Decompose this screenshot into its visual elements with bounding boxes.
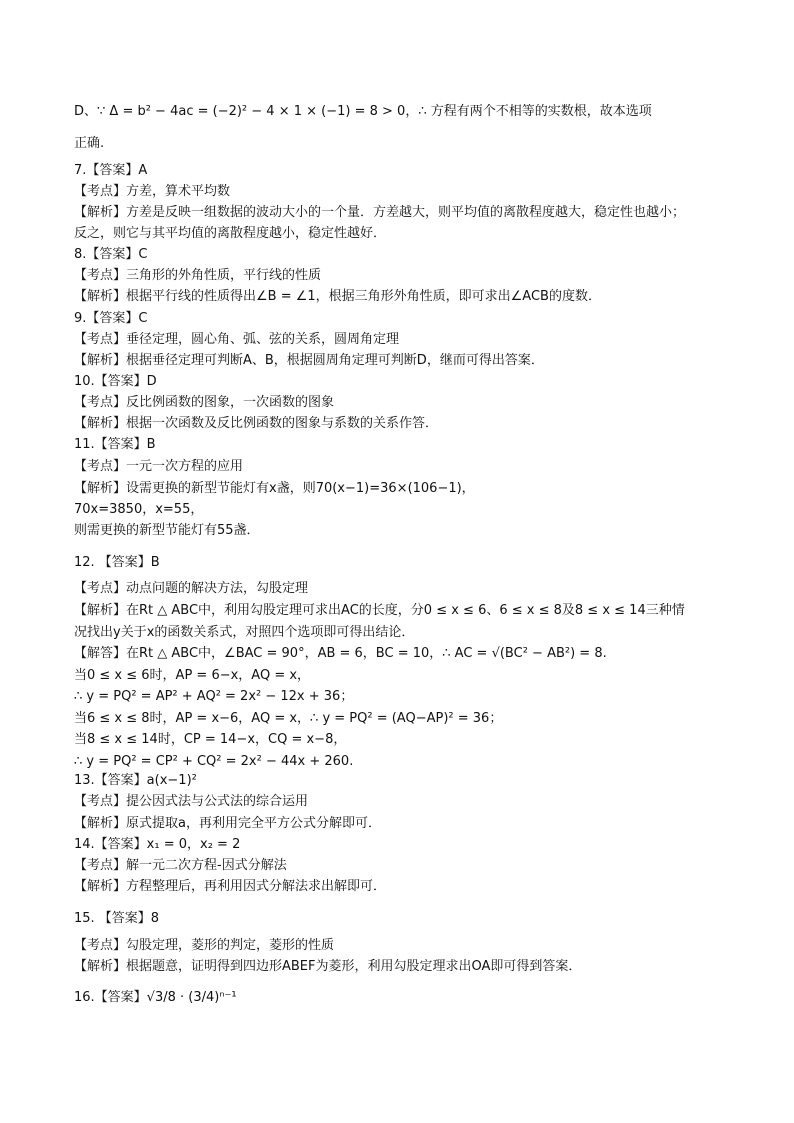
text-line: 【解析】根据题意，证明得到四边形ABEF为菱形，利用勾股定理求出OA即可得到答案． (74, 959, 582, 974)
text-line: 【解答】在Rt △ ABC中，∠BAC = 90°，AB = 6，BC = 10，∴ AC = √(BC² − AB²) = 8. (74, 646, 607, 661)
text-line: 70x=3850，x=55， (74, 502, 204, 517)
text-line: 【解析】在Rt △ ABC中，利用勾股定理可求出AC的长度，分0 ≤ x ≤ 6、6 ≤ x ≤ 8及8 ≤ x ≤ 14三种情 (74, 603, 685, 618)
text-line: ∴ y = PQ² = CP² + CQ² = 2x² − 44x + 260. (74, 754, 354, 769)
text-line: 【解析】根据一次函数及反比例函数的图象与系数的关系作答． (74, 416, 439, 431)
text-line: D、∵ Δ = b² − 4ac = (−2)² − 4 × 1 × (−1) = 8 > 0，∴ 方程有两个不相等的实数根，故本选项 (74, 104, 652, 119)
text-line: 【解析】根据垂径定理可判断A、B，根据圆周角定理可判断D，继而可得出答案． (74, 353, 544, 368)
text-line: 【考点】一元一次方程的应用 (74, 459, 244, 474)
text-line: 13.【答案】a(x−1)² (74, 773, 197, 788)
text-line: 反之，则它与其平均值的离散程度越小，稳定性越好． (74, 226, 387, 241)
text-line: 10.【答案】D (74, 374, 157, 389)
text-line: 当8 ≤ x ≤ 14时，CP = 14−x，CQ = x−8， (74, 732, 347, 747)
text-line: 【解析】根据平行线的性质得出∠B = ∠1，根据三角形外角性质，即可求出∠ACB的度数． (74, 289, 601, 304)
text-line: ∴ y = PQ² = AP² + AQ² = 2x² − 12x + 36； (74, 689, 354, 704)
text-line: 正确. (74, 136, 105, 151)
text-line: 则需更换的新型节能灯有55盏． (74, 523, 260, 538)
text-line: 【考点】垂径定理，圆心角、弧、弦的关系，圆周角定理 (74, 332, 400, 347)
text-line: 9.【答案】C (74, 311, 148, 326)
text-line: 【考点】三角形的外角性质，平行线的性质 (74, 268, 322, 283)
text-line: 14.【答案】x₁ = 0，x₂ = 2 (74, 837, 241, 852)
text-line: 【考点】动点问题的解决方法，勾股定理 (74, 581, 309, 596)
text-line: 当0 ≤ x ≤ 6时，AP = 6−x，AQ = x， (74, 668, 311, 683)
text-line: 11.【答案】B (74, 437, 156, 452)
text-line: 【考点】勾股定理，菱形的判定，菱形的性质 (74, 938, 335, 953)
text-line: 当6 ≤ x ≤ 8时，AP = x−6，AQ = x，∴ y = PQ² = (AQ−AP)² = 36； (74, 711, 503, 726)
text-line: 况找出y关于x的函数关系式，对照四个选项即可得出结论． (74, 625, 415, 640)
text-line: 【解析】方程整理后，再利用因式分解法求出解即可． (74, 879, 387, 894)
text-line: 【考点】反比例函数的图象，一次函数的图象 (74, 395, 335, 410)
text-line: 【解析】设需更换的新型节能灯有x盏，则70(x−1)=36×(106−1)， (74, 481, 475, 496)
text-line: 15. 【答案】8 (74, 911, 160, 926)
text-line: 12. 【答案】B (74, 555, 160, 570)
text-line: 【考点】解一元二次方程-因式分解法 (74, 858, 287, 873)
text-line: 8.【答案】C (74, 247, 148, 262)
text-line: 7.【答案】A (74, 163, 148, 178)
text-line: 【解析】方差是反映一组数据的波动大小的一个量．方差越大，则平均值的离散程度越大，稳定性也越小； (74, 205, 686, 220)
text-line: 【考点】提公因式法与公式法的综合运用 (74, 794, 309, 809)
text-line: 【解析】原式提取a，再利用完全平方公式分解即可． (74, 816, 381, 831)
text-line: 16.【答案】√3/8 · (3/4)ⁿ⁻¹ (74, 990, 237, 1005)
text-line: 【考点】方差，算术平均数 (74, 184, 231, 199)
